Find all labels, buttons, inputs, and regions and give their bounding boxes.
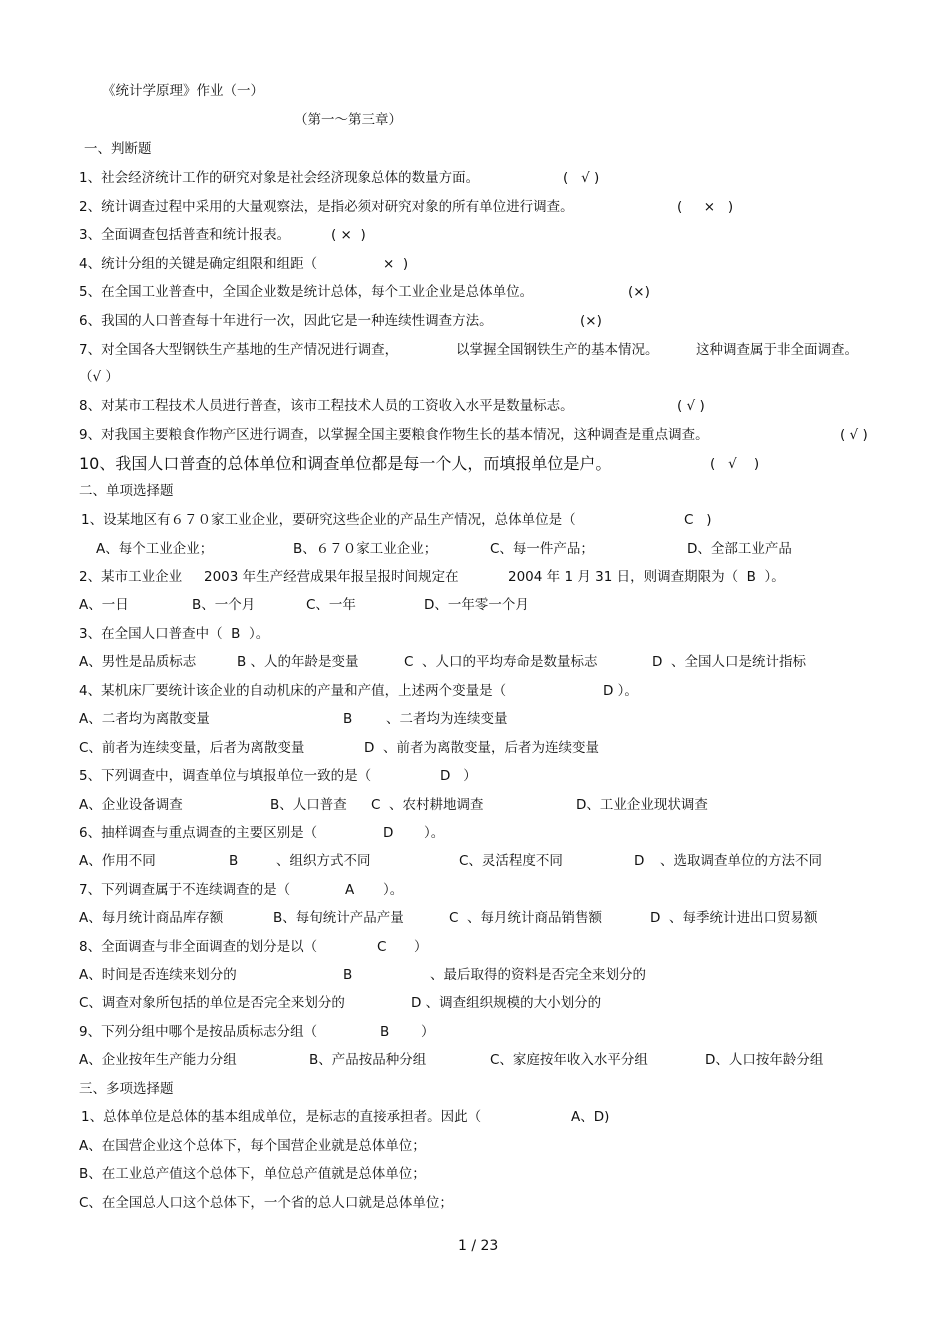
question-text: 6、我国的人口普查每十年进行一次，因此它是一种连续性调查方法。 — [79, 313, 493, 329]
option: D 、调查组织规模的大小划分的 — [411, 995, 602, 1011]
answer-mark: × ) — [383, 256, 409, 272]
question-text: 3、在全国人口普查中（ B ）。 — [79, 626, 270, 642]
question-text: 2003 年生产经营成果年报呈报时间规定在 — [204, 569, 459, 585]
option: D、人口按年龄分组 — [705, 1052, 824, 1068]
question-text: ） — [414, 939, 428, 955]
answer-mark: D ）。 — [603, 683, 638, 699]
option: A、企业设备调查 — [79, 797, 183, 813]
answer-mark: ( √ ) — [677, 398, 705, 414]
section-heading-judgement: 一、判断题 — [84, 141, 152, 157]
option: B — [343, 711, 353, 727]
option: B、６７０家工业企业； — [293, 541, 438, 557]
answer-mark: C — [377, 939, 387, 955]
option: D — [634, 853, 645, 869]
question-text: 5、在全国工业普查中，全国企业数是统计总体，每个工业企业是总体单位。 — [79, 284, 534, 300]
question-text: 6、抽样调查与重点调查的主要区别是（ — [79, 825, 318, 841]
question-text: 5、下列调查中，调查单位与填报单位一致的是（ — [79, 768, 372, 784]
question-text: 10、我国人口普查的总体单位和调查单位都是每一个人，而填报单位是户。 — [79, 454, 612, 473]
question-text: 8、全面调查与非全面调查的划分是以（ — [79, 939, 318, 955]
option: 、最后取得的资料是否完全来划分的 — [430, 967, 646, 983]
option: C、灵活程度不同 — [459, 853, 563, 869]
option: 、组织方式不同 — [276, 853, 371, 869]
answer-mark: （√ ） — [79, 369, 119, 385]
option: D 、前者为离散变量，后者为连续变量 — [364, 740, 599, 756]
page-number: 1 / 23 — [458, 1238, 499, 1254]
question-text: 1、设某地区有６７０家工业企业，要研究这些企业的产品生产情况，总体单位是（ — [81, 512, 576, 528]
option: A、作用不同 — [79, 853, 156, 869]
answer-mark: C ) — [684, 512, 712, 528]
option: D 、全国人口是统计指标 — [652, 654, 806, 670]
question-text: 2、某市工业企业 — [79, 569, 183, 585]
option: C 、每月统计商品销售额 — [449, 910, 603, 926]
question-text: 7、对全国各大型钢铁生产基地的生产情况进行调查， — [79, 342, 399, 358]
answer-mark: D ） — [440, 768, 477, 784]
question-text: 2、统计调查过程中采用的大量观察法，是指必须对研究对象的所有单位进行调查。 — [79, 199, 574, 215]
option: B 、人的年龄是变量 — [237, 654, 359, 670]
option: A、在国营企业这个总体下，每个国营企业就是总体单位； — [79, 1138, 426, 1154]
document-title: 《统计学原理》作业（一） — [102, 83, 264, 99]
question-text: 7、下列调查属于不连续调查的是（ — [79, 882, 291, 898]
answer-mark: ( × ) — [331, 227, 366, 243]
option: D 、每季统计进出口贸易额 — [650, 910, 818, 926]
question-text: 9、下列分组中哪个是按品质标志分组（ — [79, 1024, 318, 1040]
option: B、一个月 — [192, 597, 256, 613]
option: 、选取调查单位的方法不同 — [660, 853, 822, 869]
answer-mark: (×) — [580, 313, 602, 329]
option: A、每月统计商品库存额 — [79, 910, 224, 926]
question-text: 9、对我国主要粮食作物产区进行调查，以掌握全国主要粮食作物生长的基本情况，这种调查是重点调查。 — [79, 427, 709, 443]
answer-mark: ( √ ) — [563, 170, 600, 186]
option: D、全部工业产品 — [687, 541, 792, 557]
answer-mark: D — [383, 825, 394, 841]
question-text: ）。 — [424, 825, 445, 841]
question-text: ） — [421, 1024, 435, 1040]
option: A、时间是否连续来划分的 — [79, 967, 237, 983]
option: A、企业按年生产能力分组 — [79, 1052, 237, 1068]
option: C、每一件产品； — [490, 541, 594, 557]
answer-mark: (×) — [628, 284, 650, 300]
option: A、男性是品质标志 — [79, 654, 197, 670]
document-subtitle: （第一～第三章） — [294, 112, 402, 128]
question-text: 8、对某市工程技术人员进行普查，该市工程技术人员的工资收入水平是数量标志。 — [79, 398, 574, 414]
question-text: ）。 — [383, 882, 404, 898]
question-text: 4、统计分组的关键是确定组限和组距（ — [79, 256, 318, 272]
answer-mark: ( √ ) — [840, 427, 868, 443]
option: B、人口普查 — [270, 797, 347, 813]
option: B、产品按品种分组 — [309, 1052, 427, 1068]
option: C 、人口的平均寿命是数量标志 — [404, 654, 598, 670]
option: C、一年 — [306, 597, 356, 613]
option: C、调查对象所包括的单位是否完全来划分的 — [79, 995, 345, 1011]
answer-mark: A、D) — [571, 1109, 610, 1125]
option: A、二者均为离散变量 — [79, 711, 210, 727]
option: A、一日 — [79, 597, 129, 613]
section-heading-multiple-choice: 三、多项选择题 — [79, 1081, 174, 1097]
option: A、每个工业企业； — [96, 541, 214, 557]
option: B — [229, 853, 239, 869]
question-text: 1、总体单位是总体的基本组成单位，是标志的直接承担者。因此（ — [81, 1109, 482, 1125]
section-heading-single-choice: 二、单项选择题 — [79, 483, 174, 499]
option: 、二者均为连续变量 — [386, 711, 508, 727]
question-text: 2004 年 1 月 31 日，则调查期限为（ B ）。 — [508, 569, 785, 585]
option: C 、农村耕地调查 — [371, 797, 484, 813]
option: B — [343, 967, 353, 983]
question-text: 4、某机床厂要统计该企业的自动机床的产量和产值，上述两个变量是（ — [79, 683, 507, 699]
option: C、前者为连续变量，后者为离散变量 — [79, 740, 305, 756]
answer-mark: ( √ ) — [710, 456, 760, 472]
answer-mark: A — [345, 882, 355, 898]
question-text: 1、社会经济统计工作的研究对象是社会经济现象总体的数量方面。 — [79, 170, 480, 186]
option: C、在全国总人口这个总体下，一个省的总人口就是总体单位； — [79, 1195, 453, 1211]
option: D、一年零一个月 — [424, 597, 529, 613]
question-text: 3、全面调查包括普查和统计报表。 — [79, 227, 291, 243]
answer-mark: ( × ) — [677, 199, 734, 215]
question-text: 这种调查属于非全面调查。 — [696, 342, 858, 358]
option: B、每旬统计产品产量 — [273, 910, 404, 926]
answer-mark: B — [380, 1024, 390, 1040]
option: C、家庭按年收入水平分组 — [490, 1052, 648, 1068]
option: B、在工业总产值这个总体下，单位总产值就是总体单位； — [79, 1166, 426, 1182]
option: D、工业企业现状调查 — [576, 797, 708, 813]
question-text: 以掌握全国钢铁生产的基本情况。 — [456, 342, 659, 358]
